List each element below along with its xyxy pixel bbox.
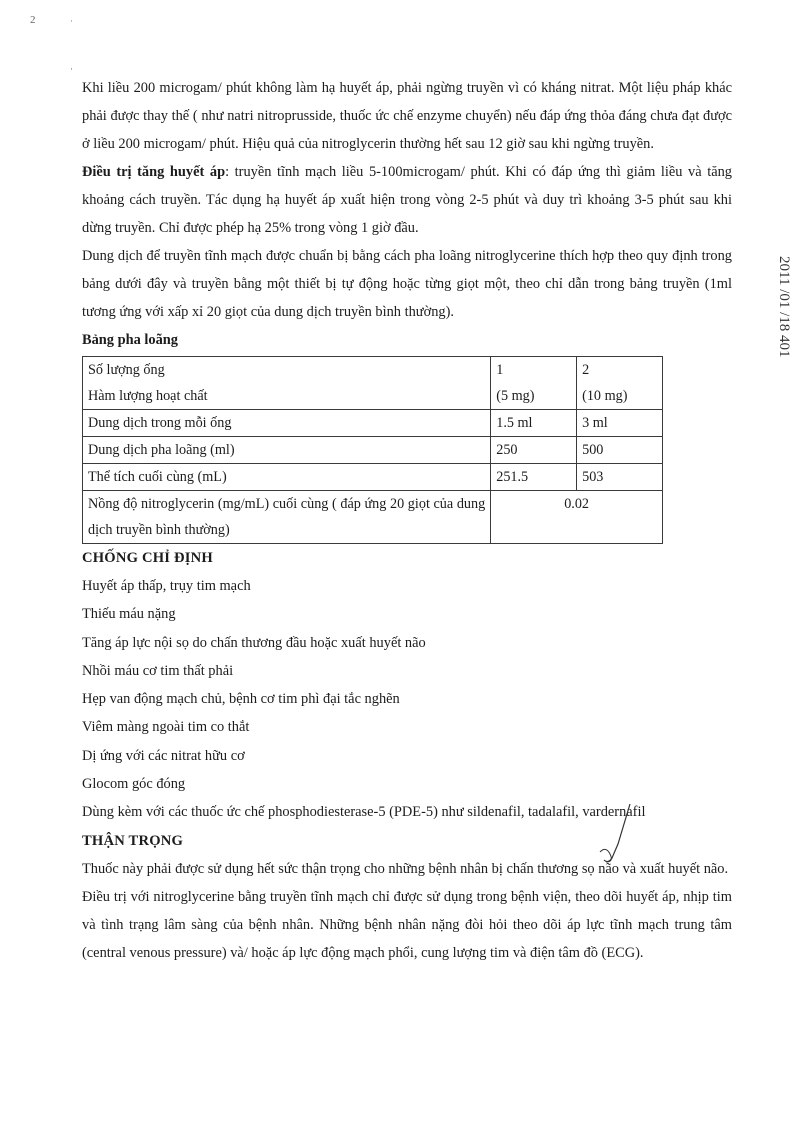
hypertension-paragraph <box>82 158 732 242</box>
dilution-table-title: Bảng pha loãng <box>82 332 178 348</box>
list-item: Viêm màng ngoài tim co thắt <box>82 719 250 736</box>
corner-dot: · <box>70 16 73 26</box>
contraindications-heading: CHỐNG CHỈ ĐỊNH <box>82 550 213 566</box>
hypertension-label: Điều trị tăng huyết áp <box>82 164 226 180</box>
list-item: Hẹp van động mạch chủ, bệnh cơ tim phì đại tắc nghẽn <box>82 691 400 708</box>
side-note-text: 2011 /01 /18 401 <box>776 256 792 358</box>
precautions-paragraph: Thuốc này phải được sử dụng hết sức thận trọng cho những bệnh nhân bị chấn thương sọ não và xuất huyết não. <box>82 860 729 877</box>
active-content-label: Hàm lượng hoạt chất <box>88 388 208 404</box>
table-cell: 1.5 ml <box>491 410 577 437</box>
corner-mark: 2 <box>30 14 36 26</box>
precautions-heading: THẬN TRỌNG <box>82 832 184 849</box>
precautions-paragraph: Điều trị với nitroglycerine bằng truyền tĩnh mạch chỉ được sử dụng trong bệnh viện, theo dõi huyết áp, nhịp tim và tình trạng lâm sàng của bệnh nhân. Những bệnh nhân nặng đòi hỏi theo dõi áp lực tĩnh mạch trung tâm (central venous pressure) và/ hoặc áp lực động mạch phổi, cung lượng tim và điện tâm đồ (ECG). <box>82 888 732 961</box>
table-cell: 500 <box>577 437 663 464</box>
ampoule-count-label: Số lượng ống <box>88 362 165 378</box>
dilution-table <box>82 356 663 544</box>
margin-dot: · <box>70 64 73 74</box>
list-item: Nhồi máu cơ tim thất phải <box>82 662 234 679</box>
list-item: Thiếu máu nặng <box>82 606 176 623</box>
table-row <box>83 410 663 437</box>
list-item: Huyết áp thấp, trụy tim mạch <box>82 578 251 594</box>
table-row <box>83 491 663 544</box>
table-cell: 251.5 <box>491 464 577 491</box>
table-cell: Nồng độ nitroglycerin (mg/mL) cuối cùng ( đáp ứng 20 giọt của dung dịch truyền bình thường) <box>83 491 491 544</box>
ampoule-count-1: 1 <box>496 362 504 378</box>
active-content-2: (10 mg) <box>582 388 628 404</box>
preparation-paragraph: Dung dịch để truyền tĩnh mạch được chuẩn bị bằng cách pha loãng nitroglycerine thích hợp theo quy định trong bảng dưới đây và truyền bằng một thiết bị tự động hoặc từng giọt một, theo chỉ dẫn trong bảng truyền (1ml tương ứng với xấp xỉ 20 giọt của dung dịch truyền bình thường). <box>82 248 732 320</box>
table-cell: 250 <box>491 437 577 464</box>
table-cell: 503 <box>577 464 663 491</box>
handwritten-side-note <box>758 256 798 416</box>
table-cell <box>491 357 577 410</box>
ampoule-count-2: 2 <box>582 362 590 378</box>
table-cell: 0.02 <box>491 491 663 544</box>
hypertension-text: : truyền tĩnh mạch liều 5-100microgam/ phút. Khi có đáp ứng thì giảm liều và tăng khoảng cách truyền. Tác dụng hạ huyết áp xuất hiện trong vòng 2-5 phút và duy trì khoảng 3-5 phút sau khi dừng truyền. Chỉ được phép hạ 25% trong vòng 1 giờ đầu. <box>82 164 732 236</box>
table-cell: 3 ml <box>577 410 663 437</box>
table-row <box>83 464 663 491</box>
signature-mark <box>560 800 640 880</box>
list-item: Tăng áp lực nội sọ do chấn thương đầu hoặc xuất huyết não <box>82 634 426 651</box>
list-item: Dị ứng với các nitrat hữu cơ <box>82 747 245 764</box>
table-row <box>83 437 663 464</box>
table-cell <box>577 357 663 410</box>
table-cell <box>83 357 491 410</box>
table-cell: Dung dịch pha loãng (ml) <box>83 437 491 464</box>
table-row <box>83 357 663 410</box>
dosage-paragraph: Khi liều 200 microgam/ phút không làm hạ huyết áp, phải ngừng truyền vì có kháng nitrat. Một liệu pháp khác phải được thay thế ( như natri nitroprusside, thuốc ức chế enzyme chuyển) nếu đáp ứng thỏa đáng chưa đạt được ở liều 200 microgam/ phút. Hiệu quả của nitroglycerin thường hết sau 12 giờ sau khi ngừng truyền. <box>82 80 732 152</box>
list-item: Glocom góc đóng <box>82 776 186 793</box>
list-item: Dùng kèm với các thuốc ức chế phosphodiesterase-5 (PDE-5) như sildenafil, tadalafil, vardernafil <box>82 804 646 821</box>
active-content-1: (5 mg) <box>496 388 535 404</box>
table-cell: Dung dịch trong mỗi ống <box>83 410 491 437</box>
table-cell: Thể tích cuối cùng (mL) <box>83 464 491 491</box>
